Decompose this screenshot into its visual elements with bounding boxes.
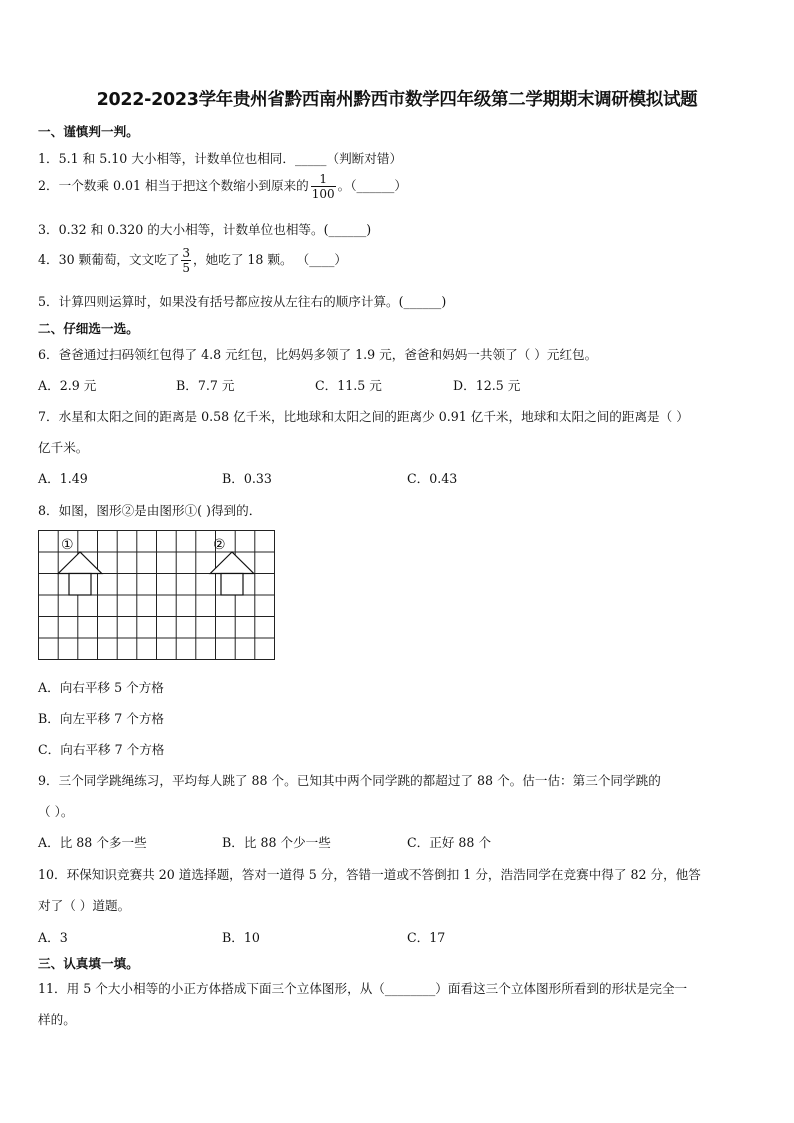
question-11-line-1: 11．用 5 个大小相等的小正方体搭成下面三个立体图形，从（________）面看这三个立体图形所看到的形状是完全一 <box>38 981 688 996</box>
question-7-line-1: 7．水星和太阳之间的距离是 0.58 亿千米，比地球和太阳之间的距离少 0.91 亿千米，地球和太阳之间的距离是（ ） <box>38 409 689 424</box>
q8-option-a: A．向右平移 5 个方格 <box>38 680 164 695</box>
question-4-blank: ，她吃了 18 颗。 （____） <box>193 252 348 267</box>
q9-option-c: C．正好 88 个 <box>407 835 492 850</box>
q9-option-a: A．比 88 个多一些 <box>38 835 147 850</box>
fraction-numerator: 3 <box>182 246 191 260</box>
question-10-line-1: 10．环保知识竞赛共 20 道选择题，答对一道得 5 分，答错一道或不答倒扣 1 分，浩浩同学在竞赛中得了 82 分，他答 <box>38 867 701 882</box>
question-7-line-2: 亿千米。 <box>38 440 89 455</box>
q6-option-c: C．11.5 元 <box>315 378 382 393</box>
shape-1-label: ① <box>61 537 74 553</box>
q9-option-b: B．比 88 个少一些 <box>222 835 331 850</box>
question-2-text: 2．一个数乘 0.01 相当于把这个数缩小到原来的 <box>38 178 309 193</box>
q8-option-c: C．向右平移 7 个方格 <box>38 742 165 757</box>
section-1-heading: 一、谨慎判一判。 <box>38 124 139 139</box>
question-9-line-2: （ ）。 <box>38 804 74 819</box>
question-2-blank: 。（______） <box>337 178 407 193</box>
fraction-1-100 <box>311 172 336 201</box>
q6-option-a: A．2.9 元 <box>38 378 97 393</box>
fraction-denominator: 100 <box>311 187 335 201</box>
question-8: 8．如图，图形②是由图形①( )得到的． <box>38 503 262 518</box>
q10-option-c: C．17 <box>407 930 446 945</box>
shape-2-house-arrow <box>210 552 254 595</box>
q7-option-a: A．1.49 <box>38 471 88 486</box>
section-2-heading: 二、仔细选一选。 <box>38 321 139 336</box>
fraction-3-5 <box>181 246 191 275</box>
question-4-text: 4．30 颗葡萄，文文吃了 <box>38 252 180 267</box>
fraction-denominator: 5 <box>182 261 191 275</box>
shape-1-house-arrow <box>58 552 102 595</box>
question-6: 6．爸爸通过扫码领红包得了 4.8 元红包，比妈妈多领了 1.9 元，爸爸和妈妈一共领了（ ）元红包。 <box>38 347 598 362</box>
question-3: 3．0.32 和 0.320 的大小相等，计数单位也相等。(______) <box>38 222 372 237</box>
q8-option-b: B．向左平移 7 个方格 <box>38 711 165 726</box>
question-2 <box>38 172 407 201</box>
question-4 <box>38 246 347 275</box>
question-1: 1．5.1 和 5.10 大小相等，计数单位也相同．_____（判断对错） <box>38 151 403 166</box>
q7-option-b: B．0.33 <box>222 471 272 486</box>
question-5: 5．计算四则运算时，如果没有括号都应按从左往右的顺序计算。(______) <box>38 294 447 309</box>
q10-option-a: A．3 <box>38 930 68 945</box>
translation-grid-figure <box>38 530 278 664</box>
q6-option-d: D．12.5 元 <box>453 378 521 393</box>
page-title: 2022-2023学年贵州省黔西南州黔西市数学四年级第二学期期末调研模拟试题 <box>96 90 698 110</box>
question-9-line-1: 9．三个同学跳绳练习，平均每人跳了 88 个。已知其中两个同学跳的都超过了 88 个。估一估：第三个同学跳的 <box>38 773 661 788</box>
q6-option-b: B．7.7 元 <box>176 378 235 393</box>
fraction-numerator: 1 <box>311 172 336 187</box>
q10-option-b: B．10 <box>222 930 260 945</box>
shape-2-label: ② <box>213 537 226 553</box>
question-11-line-2: 样的。 <box>38 1012 76 1027</box>
q7-option-c: C．0.43 <box>407 471 458 486</box>
question-10-line-2: 对了（ ）道题。 <box>38 898 131 913</box>
section-3-heading: 三、认真填一填。 <box>38 956 139 971</box>
